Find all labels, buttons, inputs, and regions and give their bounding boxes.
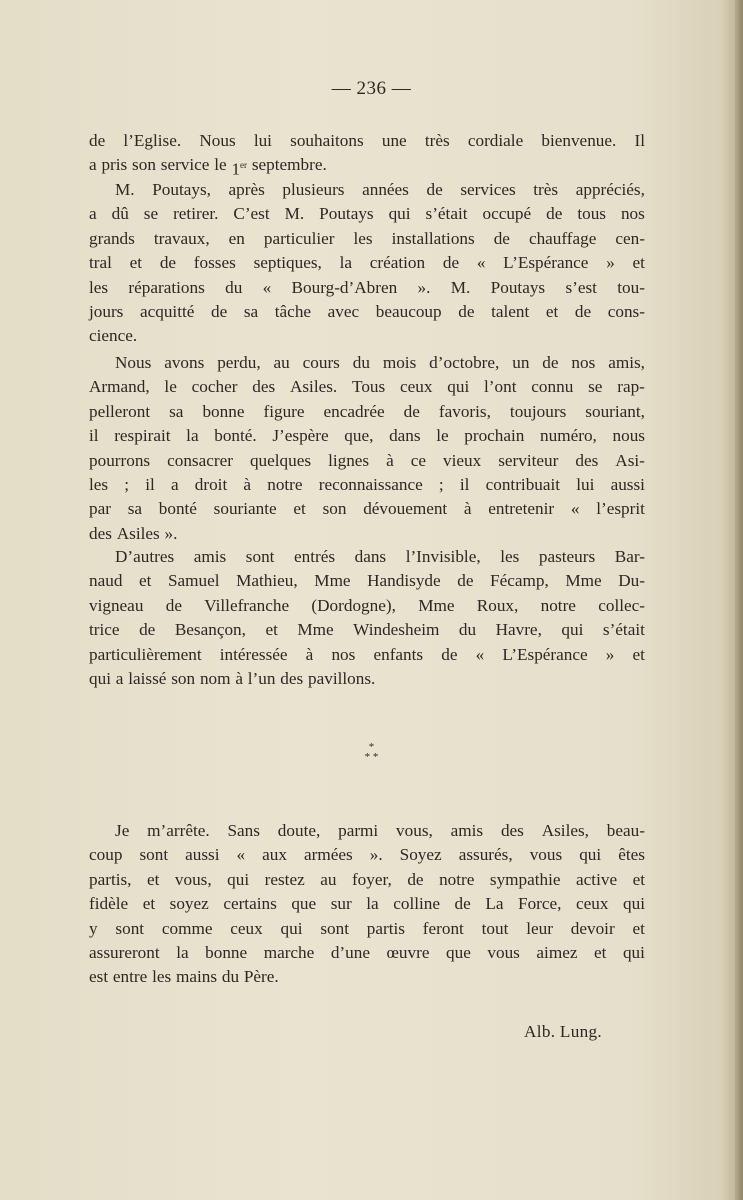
- text-line: Je m’arrête. Sans doute, parmi vous, amis des Asiles, beau-: [115, 821, 645, 840]
- text-line: grands travaux, en particulier les installations de chauffage cen-: [89, 228, 645, 248]
- text-line: est entre les mains du Père.: [89, 967, 279, 987]
- text-line: par sa bonté souriante et son dévouement à entretenir « l’esprit: [89, 499, 645, 519]
- text-line: tral et de fosses septiques, la création de « L’Espérance » et: [89, 253, 645, 273]
- text-line: cience.: [89, 326, 138, 346]
- text-line: y sont comme ceux qui sont partis feront tout leur devoir et: [89, 918, 645, 938]
- text-line: de l’Eglise. Nous lui souhaitons une très cordiale bienvenue. Il: [89, 131, 645, 150]
- page-number: — 236 —: [331, 78, 412, 99]
- text-line: a pris son service le 1er septembre.: [89, 155, 327, 180]
- text-line: particulièrement intéressée à nos enfants de « L’Espérance » et: [89, 644, 645, 664]
- text-line: qui a laissé son nom à l’un des pavillons.: [89, 668, 376, 688]
- text-line: jours acquitté de sa tâche avec beaucoup de talent et de cons-: [89, 301, 645, 321]
- asterism-separator: [0, 742, 743, 762]
- text-line: naud et Samuel Mathieu, Mme Handisyde de Fécamp, Mme Du-: [89, 571, 645, 591]
- paragraph-1: [89, 129, 645, 178]
- paragraph-2: [89, 178, 645, 349]
- text-line: coup sont aussi « aux armées ». Soyez assurés, vous qui êtes: [89, 845, 645, 865]
- paragraph-3: [89, 351, 645, 546]
- text-line: pourrons consacrer quelques lignes à ce vieux serviteur des Asi-: [89, 450, 645, 470]
- text-line: il respirait la bonté. J’espère que, dans le prochain numéro, nous: [89, 426, 645, 446]
- text-line: Nous avons perdu, au cours du mois d’octobre, un de nos amis,: [115, 353, 645, 372]
- signature: Alb. Lung.: [524, 1022, 602, 1041]
- text-line: a dû se retirer. C’est M. Poutays qui s’était occupé de tous nos: [89, 204, 645, 224]
- paragraph-5: [89, 819, 645, 990]
- asterism-top: *: [368, 741, 375, 753]
- paragraph-4: [89, 545, 645, 691]
- text-line: assureront la bonne marche d’une œuvre que vous aimez et qui: [89, 942, 645, 962]
- text-line: des Asiles ».: [89, 523, 178, 543]
- text-line: M. Poutays, après plusieurs années de services très appréciés,: [115, 180, 645, 199]
- text-line: trice de Besançon, et Mme Windesheim du Havre, qui s’était: [89, 620, 645, 640]
- text-line: pelleront sa bonne figure encadrée de favoris, toujours souriant,: [89, 401, 645, 421]
- text-line: vigneau de Villefranche (Dordogne), Mme Roux, notre collec-: [89, 595, 645, 615]
- page-edge: [735, 0, 743, 1200]
- text-line: partis, et vous, qui restez au foyer, de notre sympathie active et: [89, 869, 645, 889]
- text-line: Armand, le cocher des Asiles. Tous ceux qui l’ont connu se rap-: [89, 377, 645, 397]
- text-line: les réparations du « Bourg-d’Abren ». M. Poutays s’est tou-: [89, 277, 645, 297]
- text-line: D’autres amis sont entrés dans l’Invisible, les pasteurs Bar-: [115, 547, 645, 566]
- asterism-bottom: * *: [364, 751, 379, 763]
- text-line: fidèle et soyez certains que sur la colline de La Force, ceux qui: [89, 894, 645, 914]
- text-line: les ; il a droit à notre reconnaissance ; il contribuait lui aussi: [89, 474, 645, 494]
